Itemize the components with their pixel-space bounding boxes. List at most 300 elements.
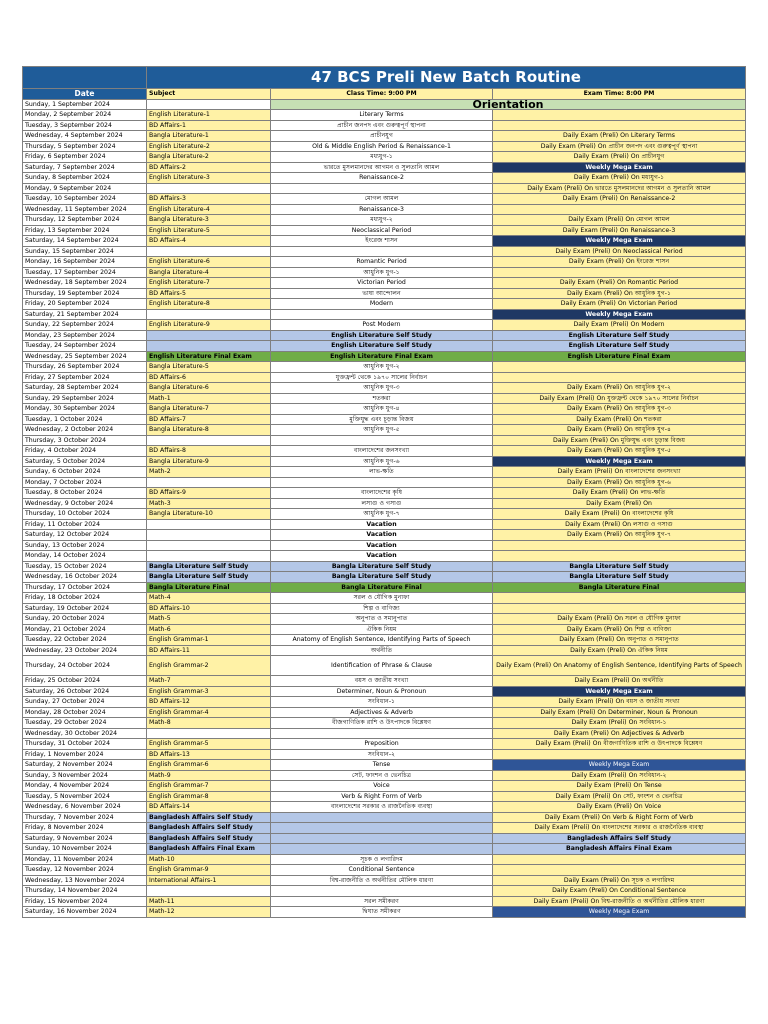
topic-cell: শতকরা <box>271 393 493 404</box>
table-row <box>23 152 746 163</box>
orientation-cell: Orientation <box>271 99 746 110</box>
exam-cell: Bangladesh Affairs Final Exam <box>493 844 746 855</box>
subject-cell <box>147 728 271 739</box>
header-row <box>23 89 746 100</box>
topic-cell: Victorian Period <box>271 278 493 289</box>
subject-cell <box>147 477 271 488</box>
exam-cell: Weekly Mega Exam <box>493 686 746 697</box>
topic-cell <box>271 812 493 823</box>
date-cell: Saturday, 14 September 2024 <box>23 236 147 247</box>
table-row <box>23 770 746 781</box>
date-cell: Saturday, 16 November 2024 <box>23 907 147 918</box>
exam-cell: Daily Exam (Preli) On সূচক ও লগারিদম <box>493 875 746 886</box>
table-row <box>23 477 746 488</box>
topic-cell: Modern <box>271 299 493 310</box>
topic-cell: প্রাচীনযুগ <box>271 131 493 142</box>
subject-cell: Bangla Literature Self Study <box>147 572 271 583</box>
exam-cell: Daily Exam (Preli) On শিল্প ও বাণিজ্য <box>493 624 746 635</box>
date-cell: Sunday, 13 October 2024 <box>23 540 147 551</box>
table-row <box>23 215 746 226</box>
topic-cell: Adjectives & Adverb <box>271 707 493 718</box>
exam-cell: Daily Exam (Preli) On Literary Terms <box>493 131 746 142</box>
exam-cell: Daily Exam (Preli) On সরল ও যৌগিক মুনাফা <box>493 614 746 625</box>
exam-cell: Daily Exam (Preli) On বাংলাদেশের কৃষি <box>493 509 746 520</box>
date-cell: Saturday, 7 September 2024 <box>23 162 147 173</box>
topic-cell: Vacation <box>271 551 493 562</box>
exam-cell <box>493 865 746 876</box>
exam-cell: Daily Exam (Preli) On ইংরেজ শাসন <box>493 257 746 268</box>
exam-cell: Daily Exam (Preli) On Anatomy of English Sentence, Identifying Parts of Speech <box>493 656 746 676</box>
subject-cell: BD Affairs-1 <box>147 120 271 131</box>
subject-cell: BD Affairs-12 <box>147 697 271 708</box>
date-cell: Monday, 7 October 2024 <box>23 477 147 488</box>
topic-cell <box>271 309 493 320</box>
date-cell: Monday, 23 September 2024 <box>23 330 147 341</box>
subject-cell <box>147 183 271 194</box>
subject-cell <box>147 330 271 341</box>
routine-table <box>22 66 746 918</box>
exam-cell: Weekly Mega Exam <box>493 236 746 247</box>
subject-cell: BD Affairs-9 <box>147 488 271 499</box>
exam-cell: Daily Exam (Preli) On আধুনিক যুগ-১ <box>493 288 746 299</box>
table-row <box>23 707 746 718</box>
topic-cell: Anatomy of English Sentence, Identifying Parts of Speech <box>271 635 493 646</box>
table-row <box>23 844 746 855</box>
topic-cell: সরল ও যৌগিক মুনাফা <box>271 593 493 604</box>
table-row <box>23 645 746 656</box>
subject-cell: Bangladesh Affairs Final Exam <box>147 844 271 855</box>
exam-cell: Daily Exam (Preli) On লাভ-ক্ষতি <box>493 488 746 499</box>
date-cell: Thursday, 3 October 2024 <box>23 435 147 446</box>
table-row <box>23 383 746 394</box>
table-row <box>23 320 746 331</box>
topic-cell <box>271 183 493 194</box>
date-cell: Tuesday, 24 September 2024 <box>23 341 147 352</box>
topic-cell: আধুনিক যুগ-৪ <box>271 404 493 415</box>
topic-cell: Old & Middle English Period & Renaissance-1 <box>271 141 493 152</box>
date-cell: Wednesday, 30 October 2024 <box>23 728 147 739</box>
topic-cell: Verb & Right Form of Verb <box>271 791 493 802</box>
date-cell: Friday, 13 September 2024 <box>23 225 147 236</box>
topic-cell: Determiner, Noun & Pronoun <box>271 686 493 697</box>
exam-cell: Daily Exam (Preli) On লসাগু ও গসাগু <box>493 519 746 530</box>
table-row <box>23 823 746 834</box>
date-cell: Saturday, 26 October 2024 <box>23 686 147 697</box>
topic-cell: আধুনিক যুগ-২ <box>271 362 493 373</box>
topic-cell: English Literature Self Study <box>271 341 493 352</box>
topic-cell: Renaissance-3 <box>271 204 493 215</box>
exam-cell <box>493 854 746 865</box>
topic-cell: Identification of Phrase & Clause <box>271 656 493 676</box>
exam-cell: Daily Exam (Preli) On মোগল আমল <box>493 215 746 226</box>
subject-cell: Bangla Literature-1 <box>147 131 271 142</box>
subject-cell <box>147 551 271 562</box>
date-cell: Friday, 1 November 2024 <box>23 749 147 760</box>
table-row <box>23 257 746 268</box>
exam-cell: Daily Exam (Preli) On অর্থনীতি <box>493 676 746 687</box>
date-cell: Sunday, 22 September 2024 <box>23 320 147 331</box>
exam-cell: Daily Exam (Preli) On আধুনিক যুগ-৫ <box>493 446 746 457</box>
exam-cell: Daily Exam (Preli) On আধুনিক যুগ-৪ <box>493 425 746 436</box>
date-cell: Monday, 2 September 2024 <box>23 110 147 121</box>
date-cell: Friday, 27 September 2024 <box>23 372 147 383</box>
subject-cell <box>147 341 271 352</box>
topic-cell: যুক্তফ্রন্ট থেকে ১৯৭০ সালের নির্বাচন <box>271 372 493 383</box>
subject-cell: Math-7 <box>147 676 271 687</box>
date-cell: Sunday, 10 November 2024 <box>23 844 147 855</box>
table-row <box>23 833 746 844</box>
topic-cell <box>271 833 493 844</box>
subject-cell: English Grammar-9 <box>147 865 271 876</box>
exam-cell: Daily Exam (Preli) On প্রাচীন জনপদ এবং গুরুত্বপূর্ণ স্থাপনা <box>493 141 746 152</box>
table-row <box>23 278 746 289</box>
exam-cell: Daily Exam (Preli) On Tense <box>493 781 746 792</box>
table-row <box>23 467 746 478</box>
table-row <box>23 896 746 907</box>
table-row <box>23 236 746 247</box>
subject-cell: Bangladesh Affairs Self Study <box>147 833 271 844</box>
table-row <box>23 99 746 110</box>
table-row <box>23 551 746 562</box>
date-cell: Thursday, 12 September 2024 <box>23 215 147 226</box>
date-cell: Friday, 6 September 2024 <box>23 152 147 163</box>
date-cell: Sunday, 3 November 2024 <box>23 770 147 781</box>
subject-cell: Bangla Literature-6 <box>147 383 271 394</box>
table-row <box>23 749 746 760</box>
subject-cell: BD Affairs-7 <box>147 414 271 425</box>
table-row <box>23 435 746 446</box>
subject-cell: Bangladesh Affairs Self Study <box>147 812 271 823</box>
topic-cell: ভাষা আন্দোলন <box>271 288 493 299</box>
exam-cell <box>493 551 746 562</box>
topic-cell <box>271 886 493 897</box>
subject-cell: English Grammar-1 <box>147 635 271 646</box>
subject-cell: Math-8 <box>147 718 271 729</box>
date-cell: Friday, 15 November 2024 <box>23 896 147 907</box>
exam-cell: Daily Exam (Preli) On বীজগাণিতিক রাশি ও উৎপাদকে বিশ্লেষণ <box>493 739 746 750</box>
exam-cell: Bangla Literature Self Study <box>493 561 746 572</box>
topic-cell: Bangla Literature Self Study <box>271 572 493 583</box>
date-cell: Friday, 20 September 2024 <box>23 299 147 310</box>
topic-cell: মোগল আমল <box>271 194 493 205</box>
subject-cell: BD Affairs-10 <box>147 603 271 614</box>
header-exam-time: Exam Time: 8:00 PM <box>493 89 746 100</box>
topic-cell: বাংলাদেশের জনসংখ্যা <box>271 446 493 457</box>
table-row <box>23 802 746 813</box>
topic-cell: সংবিধান-২ <box>271 749 493 760</box>
exam-cell <box>493 603 746 614</box>
exam-cell: English Literature Self Study <box>493 341 746 352</box>
date-cell: Thursday, 5 September 2024 <box>23 141 147 152</box>
subject-cell: International Affairs-1 <box>147 875 271 886</box>
table-row <box>23 875 746 886</box>
topic-cell: বিশ্ব-রাজনীতি ও অর্থনীতির মৌলিক ধারণা <box>271 875 493 886</box>
exam-cell: Daily Exam (Preli) On Determiner, Noun & Pronoun <box>493 707 746 718</box>
topic-cell: প্রাচীন জনপদ এবং গুরুত্বপূর্ণ স্থাপনা <box>271 120 493 131</box>
date-cell: Saturday, 12 October 2024 <box>23 530 147 541</box>
subject-cell: Bangla Literature-7 <box>147 404 271 415</box>
topic-cell: সেট, ফাংশন ও ভেনচিত্র <box>271 770 493 781</box>
topic-cell: সংবিধান-১ <box>271 697 493 708</box>
table-row <box>23 697 746 708</box>
table-row <box>23 791 746 802</box>
date-cell: Tuesday, 22 October 2024 <box>23 635 147 646</box>
date-cell: Friday, 11 October 2024 <box>23 519 147 530</box>
subject-cell: English Literature-6 <box>147 257 271 268</box>
exam-cell: Bangladesh Affairs Self Study <box>493 833 746 844</box>
table-row <box>23 110 746 121</box>
exam-cell: Bangla Literature Self Study <box>493 572 746 583</box>
table-row <box>23 183 746 194</box>
exam-cell: Weekly Mega Exam <box>493 456 746 467</box>
table-row <box>23 812 746 823</box>
date-cell: Sunday, 8 September 2024 <box>23 173 147 184</box>
subject-cell: English Literature Final Exam <box>147 351 271 362</box>
subject-cell <box>147 309 271 320</box>
subject-cell: Bangla Literature-4 <box>147 267 271 278</box>
exam-cell: Daily Exam (Preli) On Verb & Right Form of Verb <box>493 812 746 823</box>
table-row <box>23 854 746 865</box>
topic-cell: আধুনিক যুগ-১ <box>271 267 493 278</box>
date-cell: Tuesday, 5 November 2024 <box>23 791 147 802</box>
topic-cell: শিল্প ও বাণিজ্য <box>271 603 493 614</box>
subject-cell <box>147 519 271 530</box>
table-row <box>23 540 746 551</box>
table-row <box>23 530 746 541</box>
table-row <box>23 225 746 236</box>
table-row <box>23 488 746 499</box>
topic-cell: Literary Terms <box>271 110 493 121</box>
topic-cell: English Literature Final Exam <box>271 351 493 362</box>
date-cell: Sunday, 20 October 2024 <box>23 614 147 625</box>
date-cell: Wednesday, 23 October 2024 <box>23 645 147 656</box>
table-row <box>23 131 746 142</box>
date-cell: Monday, 30 September 2024 <box>23 404 147 415</box>
table-row <box>23 718 746 729</box>
subject-cell: Bangla Literature-9 <box>147 456 271 467</box>
date-cell: Sunday, 1 September 2024 <box>23 99 147 110</box>
table-row <box>23 907 746 918</box>
topic-cell: Bangla Literature Self Study <box>271 561 493 572</box>
subject-cell: Bangla Literature-2 <box>147 152 271 163</box>
subject-cell: Bangla Literature Self Study <box>147 561 271 572</box>
exam-cell: Daily Exam (Preli) On বিশ্ব-রাজনীতি ও অর্থনীতির মৌলিক ধারণা <box>493 896 746 907</box>
date-cell: Friday, 25 October 2024 <box>23 676 147 687</box>
table-row <box>23 120 746 131</box>
exam-cell: Bangla Literature Final <box>493 582 746 593</box>
date-cell: Thursday, 19 September 2024 <box>23 288 147 299</box>
topic-cell: আধুনিক যুগ-৭ <box>271 509 493 520</box>
topic-cell: সূচক ও লগারিদম <box>271 854 493 865</box>
exam-cell: Daily Exam (Preli) On আধুনিক যুগ-৭ <box>493 530 746 541</box>
topic-cell: আধুনিক যুগ-৬ <box>271 456 493 467</box>
date-cell: Tuesday, 8 October 2024 <box>23 488 147 499</box>
subject-cell: English Grammar-4 <box>147 707 271 718</box>
title-left-cell <box>23 67 147 89</box>
exam-cell: Weekly Mega Exam <box>493 309 746 320</box>
date-cell: Thursday, 14 November 2024 <box>23 886 147 897</box>
title-row <box>23 67 746 89</box>
routine-sheet <box>22 66 745 918</box>
date-cell: Sunday, 15 September 2024 <box>23 246 147 257</box>
subject-cell: English Grammar-5 <box>147 739 271 750</box>
topic-cell: Bangla Literature Final <box>271 582 493 593</box>
table-row <box>23 498 746 509</box>
topic-cell <box>271 823 493 834</box>
subject-cell: English Literature-5 <box>147 225 271 236</box>
subject-cell: English Literature-2 <box>147 141 271 152</box>
date-cell: Monday, 14 October 2024 <box>23 551 147 562</box>
topic-cell: Renaissance-2 <box>271 173 493 184</box>
table-row <box>23 728 746 739</box>
exam-cell: Daily Exam (Preli) On যুক্তফ্রন্ট থেকে ১৯৭০ সালের নির্বাচন <box>493 393 746 404</box>
table-row <box>23 456 746 467</box>
exam-cell: English Literature Self Study <box>493 330 746 341</box>
date-cell: Friday, 4 October 2024 <box>23 446 147 457</box>
table-row <box>23 676 746 687</box>
header-class-time: Class Time: 9:00 PM <box>271 89 493 100</box>
date-cell: Wednesday, 13 November 2024 <box>23 875 147 886</box>
date-cell: Thursday, 17 October 2024 <box>23 582 147 593</box>
exam-cell: Daily Exam (Preli) On <box>493 498 746 509</box>
table-row <box>23 246 746 257</box>
exam-cell: Daily Exam (Preli) On অনুপাত ও সমানুপাত <box>493 635 746 646</box>
subject-cell: English Literature-9 <box>147 320 271 331</box>
subject-cell: BD Affairs-13 <box>147 749 271 760</box>
subject-cell: Math-3 <box>147 498 271 509</box>
table-row <box>23 372 746 383</box>
date-cell: Tuesday, 10 September 2024 <box>23 194 147 205</box>
date-cell: Wednesday, 9 October 2024 <box>23 498 147 509</box>
exam-cell: Weekly Mega Exam <box>493 907 746 918</box>
topic-cell: Vacation <box>271 540 493 551</box>
table-row <box>23 446 746 457</box>
table-row <box>23 288 746 299</box>
topic-cell <box>271 844 493 855</box>
topic-cell: Romantic Period <box>271 257 493 268</box>
date-cell: Saturday, 28 September 2024 <box>23 383 147 394</box>
table-row <box>23 656 746 676</box>
date-cell: Sunday, 29 September 2024 <box>23 393 147 404</box>
date-cell: Thursday, 24 October 2024 <box>23 656 147 676</box>
subject-cell <box>147 886 271 897</box>
table-row <box>23 614 746 625</box>
table-row <box>23 624 746 635</box>
table-row <box>23 414 746 425</box>
subject-cell: English Grammar-3 <box>147 686 271 697</box>
table-row <box>23 603 746 614</box>
date-cell: Sunday, 27 October 2024 <box>23 697 147 708</box>
date-cell: Friday, 18 October 2024 <box>23 593 147 604</box>
exam-cell: Daily Exam (Preli) On বয়স ও জাতীয় সংখ্যা <box>493 697 746 708</box>
subject-cell: BD Affairs-8 <box>147 446 271 457</box>
exam-cell: Daily Exam (Preli) On Renaissance-2 <box>493 194 746 205</box>
date-cell: Thursday, 7 November 2024 <box>23 812 147 823</box>
table-row <box>23 686 746 697</box>
date-cell: Saturday, 19 October 2024 <box>23 603 147 614</box>
table-row <box>23 760 746 771</box>
date-cell: Tuesday, 29 October 2024 <box>23 718 147 729</box>
date-cell: Wednesday, 4 September 2024 <box>23 131 147 142</box>
exam-cell <box>493 110 746 121</box>
date-cell: Saturday, 5 October 2024 <box>23 456 147 467</box>
exam-cell: Daily Exam (Preli) On Victorian Period <box>493 299 746 310</box>
table-row <box>23 886 746 897</box>
table-row <box>23 267 746 278</box>
table-row <box>23 404 746 415</box>
subject-cell: English Literature-1 <box>147 110 271 121</box>
date-cell: Tuesday, 15 October 2024 <box>23 561 147 572</box>
topic-cell: ঐকিক নিয়ম <box>271 624 493 635</box>
topic-cell: Post Modern <box>271 320 493 331</box>
exam-cell: English Literature Final Exam <box>493 351 746 362</box>
topic-cell <box>271 728 493 739</box>
topic-cell: বাংলাদেশের কৃষি <box>271 488 493 499</box>
table-row <box>23 519 746 530</box>
topic-cell: আধুনিক যুগ-৩ <box>271 383 493 394</box>
header-subject: Subject <box>147 89 271 100</box>
subject-cell: Bangla Literature-10 <box>147 509 271 520</box>
topic-cell <box>271 246 493 257</box>
subject-cell: Bangla Literature-5 <box>147 362 271 373</box>
subject-cell: Math-6 <box>147 624 271 635</box>
exam-cell <box>493 204 746 215</box>
subject-cell <box>147 530 271 541</box>
topic-cell <box>271 435 493 446</box>
subject-cell: BD Affairs-14 <box>147 802 271 813</box>
date-cell: Monday, 11 November 2024 <box>23 854 147 865</box>
subject-cell: Math-5 <box>147 614 271 625</box>
topic-cell: আধুনিক যুগ-৫ <box>271 425 493 436</box>
table-row <box>23 781 746 792</box>
date-cell: Friday, 8 November 2024 <box>23 823 147 834</box>
exam-cell: Daily Exam (Preli) On আধুনিক যুগ-৬ <box>493 477 746 488</box>
date-cell: Thursday, 31 October 2024 <box>23 739 147 750</box>
date-cell: Thursday, 26 September 2024 <box>23 362 147 373</box>
exam-cell: Daily Exam (Preli) On বাংলাদেশের জনসংখ্যা <box>493 467 746 478</box>
date-cell: Monday, 28 October 2024 <box>23 707 147 718</box>
date-cell: Saturday, 21 September 2024 <box>23 309 147 320</box>
date-cell: Wednesday, 18 September 2024 <box>23 278 147 289</box>
subject-cell: English Literature-3 <box>147 173 271 184</box>
date-cell: Tuesday, 17 September 2024 <box>23 267 147 278</box>
topic-cell: Neoclassical Period <box>271 225 493 236</box>
table-row <box>23 341 746 352</box>
date-cell: Thursday, 10 October 2024 <box>23 509 147 520</box>
table-row <box>23 173 746 184</box>
exam-cell: Daily Exam (Preli) On Voice <box>493 802 746 813</box>
date-cell: Tuesday, 1 October 2024 <box>23 414 147 425</box>
subject-cell: English Grammar-8 <box>147 791 271 802</box>
date-cell: Wednesday, 25 September 2024 <box>23 351 147 362</box>
topic-cell: English Literature Self Study <box>271 330 493 341</box>
page-title: 47 BCS Preli New Batch Routine <box>147 67 746 89</box>
subject-cell: Math-12 <box>147 907 271 918</box>
topic-cell: বাংলাদেশের সরকার ও রাজনৈতিক ব্যবস্থা <box>271 802 493 813</box>
table-row <box>23 351 746 362</box>
subject-cell: BD Affairs-4 <box>147 236 271 247</box>
subject-cell: Math-4 <box>147 593 271 604</box>
topic-cell: লসাগু ও গসাগু <box>271 498 493 509</box>
exam-cell: Daily Exam (Preli) On প্রাচীনযুগ <box>493 152 746 163</box>
exam-cell <box>493 540 746 551</box>
exam-cell: Daily Exam (Preli) On মধ্যযুগ-১ <box>493 173 746 184</box>
exam-cell: Daily Exam (Preli) On ঐকিক নিয়ম <box>493 645 746 656</box>
subject-cell <box>147 435 271 446</box>
subject-cell: BD Affairs-5 <box>147 288 271 299</box>
exam-cell: Daily Exam (Preli) On বাংলাদেশের সরকার ও রাজনৈতিক ব্যবস্থা <box>493 823 746 834</box>
subject-cell: English Literature-7 <box>147 278 271 289</box>
